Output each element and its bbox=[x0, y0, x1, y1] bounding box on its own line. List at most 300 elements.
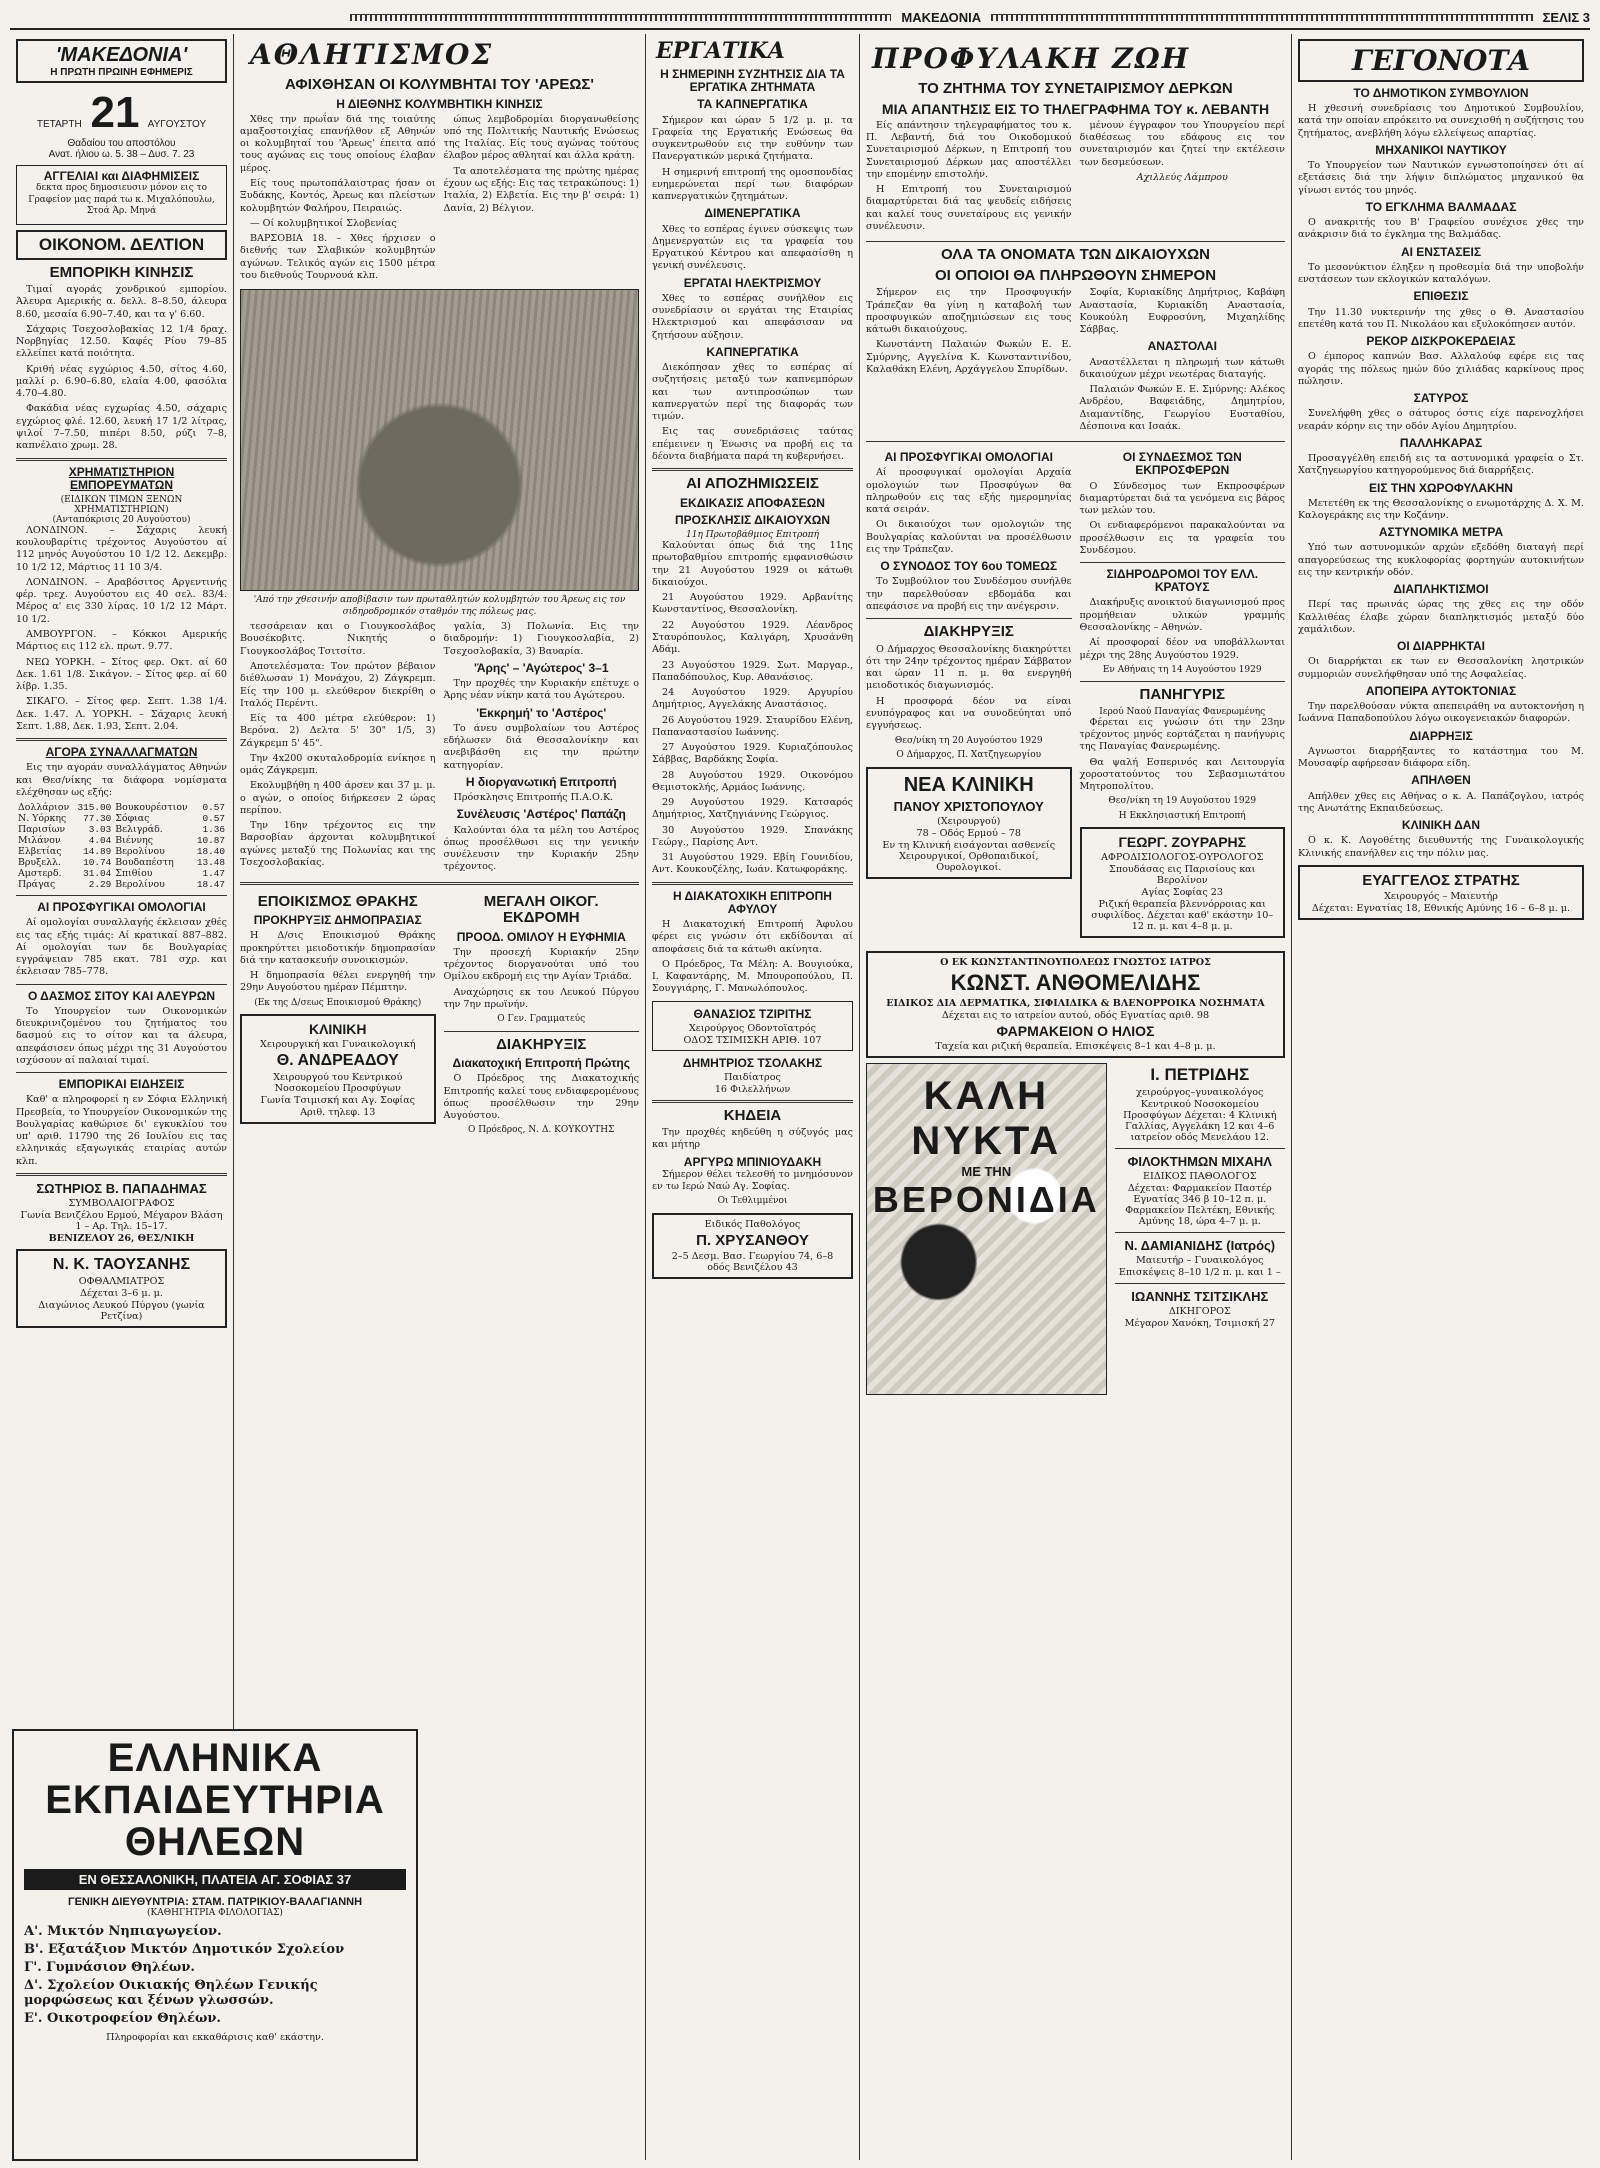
rate-value: 4.04 bbox=[88, 835, 112, 847]
news-item-heading: ΑΠΟΠΕΙΡΑ ΑΥΤΟΚΤΟΝΙΑΣ bbox=[1365, 683, 1517, 698]
table-row bbox=[16, 857, 227, 868]
rate-label: Βελιγράδ. bbox=[115, 824, 163, 836]
market-intro: Εις την αγοράν συναλλάγματος Αθηνών και Θεσ/νίκης τα διάφορα νομίσματα ελέχθησαν ως εξής: bbox=[16, 762, 227, 798]
survivors-paragraph: Οι ενδιαφερόμενοι παρακαλούνται να προσέλθωσιν εις τα γραφεία του Συνδέσμου. bbox=[1079, 520, 1285, 556]
news-item-heading: ΕΙΣ ΤΗΝ ΧΩΡΟΦΥΛΑΚΗΝ bbox=[1369, 480, 1513, 495]
news-item-text: Την παρελθούσαν νύκτα απεπειράθη να αυτοκτονήση η Ιωάννα Παπαδοπούλου λόγω οικογενειακών διαφορών. bbox=[1298, 701, 1584, 725]
ad-taousanis-addr: Διαγώνιος Λευκού Πύργου (γωνία Ρετζίνα) bbox=[38, 1299, 205, 1322]
ad-tsitsiklis-addr: Μέγαρον Χανόκη, Τσιμισκή 27 bbox=[1124, 1318, 1275, 1330]
names-subsection: ΑΝΑΣΤΟΛΑΙ bbox=[1147, 339, 1217, 354]
ad-stratis bbox=[1298, 865, 1584, 920]
ad-school-title: ΕΛΛΗΝΙΚΑ ΕΚΠΑΙΔΕΥΤΗΡΙΑ ΘΗΛΕΩΝ bbox=[45, 1736, 385, 1864]
day-number: 21 bbox=[90, 88, 140, 137]
ad-machina bbox=[1115, 1154, 1285, 1227]
ad-tsolakis bbox=[652, 1056, 853, 1095]
funeral-paragraph: Την προχθές κηδεύθη η σύζυγός μας και μήτηρ bbox=[652, 1127, 853, 1151]
masthead bbox=[16, 39, 227, 83]
ad-kalinikta-brand: ΒΕΡΟΝΙΔΙΑ bbox=[872, 1179, 1100, 1221]
ad-klinik-addr: 78 – Οδός Ερμού – 78 bbox=[916, 827, 1022, 839]
economic-paragraph: Τιμαί αγοράς χονδρικού εμπορίου. Άλευρα Αμερικής α. δελλ. 8–8.50, άλευρα 8.60, μεσαία 6.90–7.40, και τα γ' 6.60. bbox=[16, 284, 227, 320]
rate-value: 13.48 bbox=[196, 857, 225, 869]
coop-headline: ΤΟ ΖΗΤΗΜΑ ΤΟΥ ΣΥΝΕΤΑΙΡΙΣΜΟΥ ΔΕΡΚΩΝ bbox=[918, 80, 1233, 97]
compensation-subhead2: ΠΡΟΣΚΛΗΣΙΣ ΔΙΚΑΙΟΥΧΩΝ bbox=[674, 512, 831, 527]
economic-paragraph: Σάχαρις Τσεχοσλοβακίας 12 1/4 δραχ. Νορβηγίας 12.50. Καφές Ρίου 79–85 ελλείπει κατά ποιότητα. bbox=[16, 323, 227, 360]
labor-paragraph: Χθες το εσπέρας έγινεν σύσκεψις των Δημενεργατών εις τα γραφεία του Εργατικού Κέντρου και απεφασίσθη η γενική συνέλευσις. bbox=[652, 223, 853, 272]
declaration2-subhead: Διακατοχική Επιτροπή Πρώτης bbox=[452, 1056, 630, 1071]
compensation-committee: 11η Πρωτοβάθμιος Επιτροπή bbox=[686, 530, 819, 541]
ad-anthomelidis-top: Ο ΕΚ ΚΩΝΣΤΑΝΤΙΝΟΥΠΟΛΕΩΣ ΓΝΩΣΤΟΣ ΙΑΤΡΟΣ bbox=[940, 957, 1211, 969]
rate-value: 18.40 bbox=[196, 846, 225, 858]
exchange-paragraph: ΑΜΒΟΥΡΓΟΝ. – Κόκκοι Αμερικής Μάρτιος εις 112 ελ. πρωτ. 9.77. bbox=[16, 629, 227, 653]
labor-subhead: ΚΑΠΝΕΡΓΑΤΙΚΑ bbox=[706, 344, 799, 359]
news-item-text: Απήλθεν χθες εις Αθήνας ο κ. Α. Παπάζογλου, ιατρός της Ανωτάτης Εκπαιδεύσεως. bbox=[1298, 790, 1584, 814]
news-item-text: Περί τας πρωινάς ώρας της χθες εις την οδόν Καλλιθέας έλαβε χώραν διαπληκτισμός μεταξύ δύο χαμάλιδων. bbox=[1298, 599, 1584, 635]
rate-label: Βουκουρέστιον bbox=[115, 802, 188, 814]
swimming-paragraph: Χθες την πρωΐαν διά της τοιαύτης αμαξοστοιχίας επανήλθον εξ Αθηνών οι κολυμβηταί του 'Άρεως' έπειτα από τους αγώνας εις τους οποίους έλαβαν μέρος. bbox=[240, 113, 436, 174]
coop-paragraph: μένουν έγγραφον του Υπουργείου περί διαθέσεως του εδάφους εις τον συνεταιρισμόν και ζητεί την εκτέλεσιν των δεσμεύσεων. bbox=[1079, 119, 1285, 168]
ad-chrysanthou bbox=[652, 1213, 853, 1279]
labor-paragraph: Σήμερον και ώραν 5 1/2 μ. μ. τα Γραφεία της Εργατικής Ενώσεως θα συγκεντρωθούν εις την ευθύνην των Πανεργατικών μερικά ζητήματα. bbox=[652, 114, 853, 163]
coop-subhead: ΜΙΑ ΑΠΑΝΤΗΣΙΣ ΕΙΣ ΤΟ ΤΗΛΕΓΡΑΦΗΜΑ ΤΟΥ κ. ΛΕΒΑΝΤΗ bbox=[881, 100, 1270, 117]
ad-klinik-role: (Χειρουργού) bbox=[937, 815, 1001, 827]
excursion-paragraph: Αναχώρησις εκ του Λευκού Πύργου την 7ην πρωϊνήν. bbox=[443, 986, 639, 1010]
news-banner: ΓΕΓΟΝΟΤΑ bbox=[1351, 44, 1531, 77]
exchange-title: ΧΡΗΜΑΤΙΣΤΗΡΙΟΝ ΕΜΠΟΡΕΥΜΑΤΩΝ bbox=[68, 464, 175, 492]
economic-paragraph: Κριθή νέας εγχώριος 4.50, σίτος 4.60, μαλλί ρ. 6.90–6.80, ελαία 4.00, φασόλια 4.70–4.80. bbox=[16, 363, 227, 400]
news-item-text: Το μεσονύκτιον έληξεν η προθεσμία διά την υποβολήν ενστάσεων των εκλογικών καταλόγων. bbox=[1298, 261, 1584, 286]
rate-value: 10.74 bbox=[83, 857, 112, 869]
ad-chrysanthou-role: Ειδικός Παθολόγος bbox=[704, 1218, 801, 1230]
ad-zourari-role: ΑΦΡΟΔΙΣΙΟΛΟΓΟΣ-ΟΥΡΟΛΟΓΟΣ bbox=[1101, 852, 1264, 864]
ad-stratis-text: Δέχεται: Εγνατίας 18, Εθνικής Αμύνης 16 – 6–8 μ. μ. bbox=[1311, 902, 1571, 914]
ad-tsolakis-name: ΔΗΜΗΤΡΙΟΣ ΤΣΟΛΑΚΗΣ bbox=[682, 1055, 823, 1070]
exchange-paragraph: ΣΙΚΑΓΟ. – Σίτος φερ. Σεπτ. 1.38 1/4. Δεκ. 1.47. Λ. ΥΟΡΚΗ. – Σάχαρις λευκή Σεπτ. 1.88, Δεκ. 1.93, Σεπτ. 2.04. bbox=[16, 696, 227, 732]
swimming-paragraph: Είς τα 400 μέτρα ελεύθερον: 1) Βερόνα. 2) Δελτα 5' 30" 1/5, 3) Ζάγκρεμπ 5' 45". bbox=[240, 713, 436, 749]
bonds-subhead: Ο ΣΥΝΟΔΟΣ ΤΟΥ 6ου ΤΟΜΕΩΣ bbox=[880, 559, 1058, 574]
economic-subtitle: ΕΜΠΟΡΙΚΗ ΚΙΝΗΣΙΣ bbox=[49, 263, 194, 281]
ad-damianidis bbox=[1115, 1238, 1285, 1278]
table-row bbox=[16, 846, 227, 857]
ad-school-item: Ε'. Οικοτροφείον Θηλέων. bbox=[24, 2011, 221, 2026]
ad-school-items bbox=[24, 1924, 406, 2026]
ads-notice-text: δεκτα προς δημοσιευσιν μόνον εις το Γραφείον μας παρά τω κ. Μιχαλόπουλω, Στοά Άρ. Μηνά bbox=[28, 183, 215, 217]
names-paragraph: Σοφία, Κυριακίδης Δημήτριος, Καβάφη Αναστασία, Κυριακίδη Αναστασία, Κουκούλη Ευφροσύνη, Μιχαηλίδης Σάββας. bbox=[1079, 287, 1285, 336]
labor-paragraph: Η σημερινή επιτροπή της ομοσπονδίας ενημερώνεται περί των διαφόρων καπνεργατικών ζητημάτων. bbox=[652, 166, 853, 203]
ad-zourari-sub: Σπουδάσας εις Παρισίους και Βερολίνον bbox=[1109, 864, 1256, 887]
football-paragraph: Πρόσκλησις Επιτροπής Π.Α.Ο.Κ. bbox=[453, 792, 614, 804]
feast-sign: Θεσ/νίκη τη 19 Αυγούστου 1929 bbox=[1108, 796, 1257, 807]
railways-sign: Εν Αθήναις τη 14 Αυγούστου 1929 bbox=[1102, 664, 1262, 675]
ads-notice bbox=[16, 165, 227, 225]
coop-sign: Αχιλλεύς Λάμπρου bbox=[1136, 171, 1228, 183]
imports-text: Καθ' α πληροφορεί η εν Σόφια Ελληνική Πρεσβεία, το Υπουργείον Οικονομικών της Βουλγαρίας καθώρισε δι' εγκυκλίου του υπ' αριθ. 11790 της 26 Ιουλίου εις τας ελληνικάς εξαγωγικάς εταιρίας αυτών κλπ. bbox=[16, 1094, 227, 1167]
swimming-paragraph: Την 4x200 σκυταλοδρομία ενίκησε η ομάς Ζάγκρεμπ. bbox=[240, 752, 436, 777]
funeral-paragraph: Σήμερον θέλει τελεσθή το μνημόσυνον εν τω Ιερώ Ναώ Αγ. Σοφίας. bbox=[652, 1168, 853, 1193]
football-subhead: 'Εκκρημή' το 'Αστέρος' bbox=[476, 705, 607, 720]
ad-stratis-role: Χειρουργός – Μαιευτήρ bbox=[1384, 890, 1498, 902]
ad-andreadou-title: ΚΛΙΝΙΚΗ bbox=[308, 1021, 367, 1038]
funeral-headline: ΚΗΔΕΙΑ bbox=[723, 1106, 782, 1124]
football-subhead: Η διοργανωτική Επιτροπή bbox=[465, 774, 617, 789]
table-row bbox=[16, 813, 227, 824]
funeral-sign: Οι Τεθλιμμένοι bbox=[717, 1196, 788, 1207]
excursion-sign: Ο Γεν. Γραμματεύς bbox=[497, 1014, 586, 1025]
names-paragraph: Σήμερον εις την Προσφυγικήν Τράπεζαν θα γίνη η καταβολή των προσφυγικών αποζημιώσεων εις τους κάτωθι δικαιούχους. bbox=[866, 287, 1072, 336]
rate-label: Βιέννης bbox=[115, 835, 153, 847]
compensation-paragraph: 24 Αυγούστου 1929. Αργυρίου Δημήτριος, Αγγελάκης Αναστάσιος. bbox=[652, 687, 853, 711]
football-paragraph: γαλία, 3) Πολωνία. Εις την διαδρομήν: 1) Γιουγκοσλαβία, 2) Τσεχοσλοβακία, 3) Βαυαρία. bbox=[443, 621, 639, 657]
ad-zourari bbox=[1080, 827, 1286, 938]
news-item-heading: ΜΗΧΑΝΙΚΟΙ ΝΑΥΤΙΚΟΥ bbox=[1375, 142, 1507, 157]
news-item-heading: ΠΑΛΛΗΚΑΡΑΣ bbox=[1399, 435, 1483, 450]
swimming-paragraph: Την 16ην τρέχοντος εις την Βαρσοβίαν άρχονται κολυμβητικοί αγώνες μεταξύ της Πολωνίας και της Τσεχοσλοβακίας. bbox=[240, 820, 436, 868]
ad-andreadou bbox=[240, 1014, 436, 1124]
declaration-paragraph: Η προσφορά δέον να είναι ενυπόγραφος και να συνοδεύηται υπό εγγυήσεως. bbox=[866, 695, 1072, 732]
exchange-paragraph: ΛΟΝΔΙΝΟΝ. – Αραβόσιτος Αργεντινής φέρ. τρεχ. Αυγούστου εις 40 σελ. 83/4. Μέρος α' εις 330 λίρας. 10 1/2 12 Μάρτ. 10 1/2. bbox=[16, 576, 227, 625]
compensation-paragraph: 22 Αυγούστου 1929. Λέανδρος Σταυρόπουλος, Καλιγάρη, Χρυσάνθη Αδάμ. bbox=[652, 619, 853, 656]
ad-machina-role: ΕΙΔΙΚΟΣ ΠΑΘΟΛΟΓΟΣ bbox=[1143, 1171, 1257, 1183]
compensation-paragraph: 31 Αυγούστου 1929. Εβίη Γουνιδίου, Αντ. Κουκουζέλης, Ιωάν. Κατωφοράκης. bbox=[652, 852, 853, 876]
names-paragraph: Αναστέλλεται η πληρωμή των κάτωθι δικαιούχων μέχρι νεωτέρας διαταγής. bbox=[1079, 356, 1285, 380]
ads-notice-title: ΑΓΓΕΛΙΑΙ και ΔΙΑΦΗΜΙΣΕΙΣ bbox=[43, 169, 200, 183]
railways-paragraph: Αί προσφοραί δέον να υποβάλλωνται μέχρι της 28ης Αυγούστου 1929. bbox=[1079, 637, 1285, 661]
ad-school-item: Α'. Μικτόν Νηπιαγωγείον. bbox=[24, 1924, 222, 1939]
photo-caption: 'Από την χθεσινήν αποβίβασιν των πρωταθλητών κολυμβητών του Άρεως εις τον σιδηροδρομικόν σταθμόν της πόλεως μας. bbox=[253, 595, 626, 617]
ad-kalinikta-mid: ΜΕ ΤΗΝ bbox=[961, 1164, 1012, 1180]
swimming-paragraph: Τα αποτελέσματα της πρώτης ημέρας έχουν ως εξής: Εις τας τετρακώπους: 1) Ιταλία, 2) Ελβετία. Εις την β' σειρά: 1) Δανία, 2) Βέλγιον. bbox=[443, 165, 640, 214]
compensation-paragraph: 27 Αυγούστου 1929. Κυριαζόπουλος Σάββας, Βαρδάκης Σοφία. bbox=[652, 742, 853, 766]
excursion-subhead: ΠΡΟΟΔ. ΟΜΙΛΟΥ Η ΕΥΦΗΜΙΑ bbox=[456, 929, 626, 944]
swimmers-photo bbox=[240, 289, 639, 591]
market-title: ΑΓΟΡΑ ΣΥΝΑΛΛΑΓΜΑΤΩΝ bbox=[45, 745, 198, 760]
feast-paragraph: Θα ψαλή Εσπερινός και Λειτουργία χοροστατούντος του Σεβασμιωτάτου Μητροπολίτου. bbox=[1079, 756, 1285, 793]
rate-label: Δολλάριον bbox=[18, 802, 70, 814]
obligations-text: Αί ομολογίαι συναλλαγής έκλεισαν χθές εις τας εξής τιμάς: Αί κρατικαί 887–882. Αί ομολογίαι των δε Βουλγαρίας εγγράψειαν 785 εκατ. 781 σχρ. και έκλεισαν 785–778. bbox=[16, 917, 227, 978]
compensation-headline: ΑΙ ΑΠΟΖΗΜΙΩΣΕΙΣ bbox=[686, 475, 819, 493]
rate-label: Σπιθίου bbox=[115, 868, 153, 880]
rate-label: Αμστερδ. bbox=[18, 868, 62, 880]
rate-value: 1.47 bbox=[202, 868, 225, 880]
news-item-text: Ο κ. Κ. Λογοθέτης διευθυντής της Γυναικολογικής Κλινικής επανήλθεν εις την πόλιν μας. bbox=[1298, 835, 1584, 859]
news-item-text: Ο ανακριτής του Β' Γραφείου συνέχισε χθες την ανάκρισιν διά το έγκλημα της Βαλμάδας. bbox=[1298, 217, 1584, 241]
weekday: ΤΕΤΑΡΤΗ bbox=[36, 119, 82, 130]
football-paragraph: Την προχθές την Κυριακήν επέτυχε ο Άρης νέαν νίκην κατά του Αγώτερου. bbox=[443, 678, 639, 702]
ad-andreadou-addr: Γωνία Τσιμισκή και Αγ. Σοφίας bbox=[260, 1095, 416, 1107]
thrace-paragraph: Η δημοπρασία θέλει ενεργηθή την 29ην Αυγούστου ημέραν Πέμπτην. bbox=[240, 970, 436, 994]
swimming-headline: ΑΦΙΧΘΗΣΑΝ ΟΙ ΚΟΛΥΜΒΗΤΑΙ ΤΟΥ 'ΑΡΕΩΣ' bbox=[284, 76, 594, 93]
ad-school-location: ΕΝ ΘΕΣΣΑΛΟΝΙΚΗ, ΠΛΑΤΕΙΑ ΑΓ. ΣΟΦΙΑΣ 37 bbox=[24, 1869, 406, 1890]
rate-value: 3.03 bbox=[88, 824, 112, 836]
labor-paragraph: Διεκόπησαν χθες το εσπέρας αί συζητήσεις μεταξύ των καπνεμπόρων και των αντιπροσώπων των καπνεργατών περί της διαφοράς των τιμών. bbox=[652, 362, 853, 423]
ad-taousanis-name: Ν. Κ. ΤΑΟΥΣΑΝΗΣ bbox=[52, 1255, 191, 1273]
news-banner-box bbox=[1298, 39, 1584, 82]
rate-label: Ελβετίας bbox=[18, 846, 62, 858]
names-headline: ΟΛΑ ΤΑ ΟΝΟΜΑΤΑ ΤΩΝ ΔΙΚΑΙΟΥΧΩΝ bbox=[941, 246, 1210, 264]
ad-school-item: Β'. Εξατάξιον Μικτόν Δημοτικόν Σχολείον bbox=[24, 1942, 345, 1957]
compensation-paragraph: 29 Αυγούστου 1929. Κατσαρός Δημήτριος, Χατζηγιάννης Γεώργιος. bbox=[652, 797, 853, 821]
ad-tsolakis-addr: 16 Φιλελλήνων bbox=[714, 1083, 791, 1095]
table-row bbox=[16, 868, 227, 879]
ad-anthomelidis bbox=[866, 951, 1285, 1058]
funeral-name: ΑΡΓΥΡΩ ΜΠΙΝΙΟΥΔΑΚΗ bbox=[683, 1154, 822, 1169]
declaration-paragraph: Ο Δήμαρχος Θεσσαλονίκης διακηρύττει ότι την 24ην τρέχοντος ημέραν Σάββατον και ώραν 11 π. μ. θα ενεργηθή μειοδοτικός διαγωνισμός. bbox=[866, 643, 1072, 692]
ad-papadimas-name: ΣΩΤΗΡΙΟΣ Β. ΠΑΠΑΔΗΜΑΣ bbox=[36, 1180, 207, 1196]
names-subhead: ΟΙ ΟΠΟΙΟΙ ΘΑ ΠΛΗΡΩΘΟΥΝ ΣΗΜΕΡΟΝ bbox=[934, 266, 1217, 284]
exchange-subtitle: (ΕΙΔΙΚΩΝ ΤΙΜΩΝ ΞΕΝΩΝ ΧΡΗΜΑΤΙΣΤΗΡΙΩΝ) bbox=[60, 494, 183, 515]
news-item-heading: ΑΣΤΥΝΟΜΙΚΑ ΜΕΤΡΑ bbox=[1378, 525, 1504, 540]
news-item-heading: ΑΙ ΕΝΣΤΑΣΕΙΣ bbox=[1400, 244, 1482, 259]
swimming-paragraph: Εκολυμβήθη η 400 άρσεν και 37 μ. μ. ο αγών, ο οποίος διήρκεσεν 2 ώρας περίπου. bbox=[240, 780, 436, 816]
ad-petridis-role: χειρούργος–γυναικολόγος bbox=[1136, 1087, 1264, 1099]
ad-taousanis-hours: Δέχεται 3–6 μ. μ. bbox=[80, 1287, 163, 1299]
compensation-paragraph: 26 Αυγούστου 1929. Σταυρίδου Ελένη, Παπαναστασίου Ιωάννης. bbox=[652, 714, 853, 738]
labor-paragraph: Εις τας συνεδριάσεις ταύτας επέμεινεν η Ένωσις να προβή εις τα δέοντα διαβήματα παρά τη κυβερνήσει. bbox=[652, 426, 853, 462]
declaration-sign: Θεσ/νίκη τη 20 Αυγούστου 1929 bbox=[894, 735, 1043, 746]
bonds-paragraph: Το Συμβούλιον του Συνδέσμου συνήλθε την παρελθούσαν εβδομάδα και απεφάσισε να προβή εις την ανέγερσιν. bbox=[866, 576, 1072, 612]
football-subhead: 'Άρης' – 'Αγώτερος' 3–1 bbox=[473, 660, 609, 675]
news-item-heading: ΡΕΚΟΡ ΔΙΣΚΡΟΚΕΡΔΕΙΑΣ bbox=[1366, 334, 1516, 349]
masthead-subtitle: Η ΠΡΩΤΗ ΠΡΩΙΝΗ ΕΦΗΜΕΡΙΣ bbox=[50, 67, 193, 78]
rate-label: Μιλάνον bbox=[18, 835, 61, 847]
compensation-subhead: ΕΚΔΙΚΑΣΙΣ ΑΠΟΦΑΣΕΩΝ bbox=[680, 495, 825, 510]
ad-tziritis-role: Χειρούργος Οδοντοϊατρός bbox=[688, 1022, 817, 1034]
thrace-subhead: ΠΡΟΚΗΡΥΞΙΣ ΔΗΜΟΠΡΑΣΙΑΣ bbox=[253, 913, 422, 928]
ad-tziritis-addr: ΟΔΟΣ ΤΣΙΜΙΣΚΗ ΑΡΙΘ. 107 bbox=[683, 1034, 822, 1046]
swimming-paragraph: ΒΑΡΣΟΒΙΑ 18. – Χθες ήρχισεν ο διεθνής των Σλαβικών κολυμβητών αγώνων. Τελικός αγών εις 1500 μέτρα του διεθνούς Τουρνουά κλπ. bbox=[240, 233, 436, 281]
page-number: ΣΕΛΙΣ 3 bbox=[1542, 9, 1590, 25]
rate-value: 31.04 bbox=[83, 868, 112, 880]
bonds-paragraph: Οι δικαιούχοι των ομολογιών της Βουλγαρίας καλούνται να προσέλθωσιν εις την Τράπεζαν. bbox=[866, 519, 1072, 555]
football-paragraph: Το άνευ συμβολαίων του Αστέρος εδήλωσεν διά Θεσσαλονίκην και ανεβιβάσθη εις την πρώτην κατηγορίαν. bbox=[443, 722, 639, 771]
rate-value: 0.57 bbox=[202, 802, 225, 814]
labor-subhead: ΔΙΜΕΝΕΡΓΑΤΙΚΑ bbox=[704, 206, 801, 221]
imports-title: ΕΜΠΟΡΙΚΑΙ ΕΙΔΗΣΕΙΣ bbox=[58, 1077, 185, 1092]
declaration-sign2: Ο Δήμαρχος, Π. Χατζηγεωργίου bbox=[896, 750, 1042, 761]
feast-paragraph: Φέρεται εις γνώσιν ότι την 23ην τρέχοντος μηνός εορτάζεται η πανήγυρις της Παναγίας Φανερωμένης. bbox=[1079, 716, 1285, 753]
running-header bbox=[10, 6, 1590, 30]
rate-label: Βερολίνου bbox=[115, 846, 165, 858]
exchange-paragraph: ΝΕΩ ΥΟΡΚΗ. – Σίτος φερ. Οκτ. αί 60 Δεκ. 1.61 1/8. Σικάγον. – Σίτος φερ. αί 60 λίβρ. 1.35. bbox=[16, 656, 227, 693]
ad-papadimas-role: ΣΥΜΒΟΛΑΙΟΓΡΑΦΟΣ bbox=[68, 1197, 175, 1209]
ad-school-item: Γ'. Γυμνάσιον Θηλέων. bbox=[24, 1960, 195, 1975]
news-items bbox=[1298, 87, 1584, 860]
rate-value: 1.36 bbox=[202, 824, 225, 836]
labor-banner: ΕΡΓΑΤΙΚΑ bbox=[656, 38, 785, 64]
afylos-paragraph: Η Διακατοχική Επιτροπή Άφυλου φέρει εις γνώσιν ότι εκδίδονται αί αποφάσεις διά τα κάτωθι ακίνητα. bbox=[652, 919, 853, 955]
football-paragraph: Καλούνται όλα τα μέλη του Αστέρος όπως προσέλθωσι εις την γενικήν συνέλευσιν την Κυριακήν 25ην τρέχοντος. bbox=[443, 824, 639, 873]
ad-kalinikta-title: ΚΑΛΗ ΝΥΚΤΑ bbox=[911, 1074, 1062, 1164]
wheat-text: Το Υπουργείον των Οικονομικών διευκρινιζομένου του ζητήματος του δασμού εις το σίτον και τα άλευρα, απεφάσισεν όπως μέχρι της 31 Αυγούστου ισχύσουν αί παλαιαί τιμαί. bbox=[16, 1005, 227, 1066]
rate-label: Πράγας bbox=[18, 879, 56, 891]
ad-school-footer: Πληροφορίαι και εκκαθάρισις καθ' εκάστην. bbox=[106, 2032, 324, 2043]
labor-paragraph: Χθες το εσπέρας συνήλθον εις συνεδρίασιν οι εργάται της Εταιρίας Ηλεκτρισμού και απεφάσισαν να ζητήσουν αύξησιν. bbox=[652, 292, 853, 341]
news-item-heading: ΔΙΑΡΡΗΞΙΣ bbox=[1409, 728, 1473, 743]
news-item-heading: ΤΟ ΔΗΜΟΤΙΚΟΝ ΣΥΜΒΟΥΛΙΟΝ bbox=[1353, 86, 1529, 100]
ad-petridis-text: Κεντρικού Νοσοκομείου Προσφύγων Δέχεται: 4 Κλινική Γαλλίας, Αγγελάκη 12 και 4–6 ιατρείον οδός Μενελάου 12. bbox=[1123, 1099, 1277, 1144]
column-4 bbox=[860, 34, 1292, 2160]
ad-tsolakis-role: Παιδίατρος bbox=[724, 1071, 781, 1083]
news-item-heading: ΚΛΙΝΙΚΗ ΔΑΝ bbox=[1401, 818, 1481, 833]
date-block bbox=[16, 88, 227, 160]
rate-value: 315.00 bbox=[77, 802, 112, 814]
news-item-text: Συνελήφθη χθες ο σάτυρος όστις είχε παρενοχλήσει νεαράν κόρην εις την οδόν Αγίου Δημητρίου. bbox=[1298, 408, 1584, 432]
ad-klinik-doctor: ΠΑΝΟΥ ΧΡΙΣΤΟΠΟΥΛΟΥ bbox=[893, 798, 1044, 814]
news-item-text: Οι διαρρήκται εκ των εν Θεσσαλονίκη ληστρικών συμμοριών συνελήφθησαν υπό της Ασφαλείας. bbox=[1298, 656, 1584, 680]
news-item-heading: ΔΙΑΠΛΗΚΤΙΣΜΟΙ bbox=[1393, 582, 1489, 597]
compensation-paragraph: 30 Αυγούστου 1929. Σπανάκης Γεώργ., Παρίσης Αντ. bbox=[652, 824, 853, 848]
ad-tsitsiklis-role: ΔΙΚΗΓΟΡΟΣ bbox=[1168, 1306, 1231, 1318]
running-header-title: ΜΑΚΕΔΟΝΙΑ bbox=[901, 9, 982, 25]
rate-label: Βουδαπέστη bbox=[115, 857, 174, 869]
survivors-paragraph: Ο Σύνδεσμος των Εκπροσφέρων διαμαρτύρεται διά τα γενόμενα εις βάρος των μελών του. bbox=[1079, 480, 1285, 517]
news-item-heading: ΟΙ ΔΙΑΡΡΗΚΤΑΙ bbox=[1397, 639, 1485, 654]
news-item-text: Την 11.30 νυκτερινήν της χθες ο Θ. Αναστασίου επετέθη κατά του Π. Νικολάου και εξυλοκόπησεν αυτόν. bbox=[1298, 306, 1584, 330]
railways-paragraph: Διακήρυξις ανοικτού διαγωνισμού προς προμήθειαν υλικών γραμμής Θεσσαλονίκης – Αθηνών. bbox=[1079, 597, 1285, 633]
afylos-headline: Η ΔΙΑΚΑΤΟΧΙΚΗ ΕΠΙΤΡΟΠΗ ΑΦΥΛΟΥ bbox=[673, 888, 832, 916]
news-item-text: Προσαγγέλθη επειδή εις τα αστυνομικά γραφεία ο Στ. Χατζηγεωργίου κατηγορούμενος διά διαρρήξεις. bbox=[1298, 453, 1584, 477]
news-item-heading: ΣΑΤΥΡΟΣ bbox=[1413, 391, 1469, 406]
bonds-paragraph: Αί προσφυγικαί ομολογίαι Αρχαία ομολογιών των Προσφύγων θα πληρωθούν εις τας εξής ημερομηνίας κατά σειράν. bbox=[866, 467, 1072, 516]
ad-taousanis-role: ΟΦΘΑΛΜΙΑΤΡΟΣ bbox=[78, 1275, 165, 1287]
labor-subhead: ΤΑ ΚΑΠΝΕΡΓΑΤΙΚΑ bbox=[697, 97, 808, 112]
ad-anthomelidis-role: ΕΙΔΙΚΟΣ ΔΙΑ ΔΕΡΜΑΤΙΚΑ, ΣΙΦΙΛΙΔΙΚΑ & ΒΛΕΝΟΡΡΟΙΚΑ ΝΟΣΗΜΑΤΑ bbox=[886, 998, 1265, 1010]
thrace-headline: ΕΠΟΙΚΙΣΜΟΣ ΘΡΑΚΗΣ bbox=[257, 892, 418, 910]
rate-label: Παρισίων bbox=[18, 824, 66, 836]
economic-paragraph: Φακάδια νέας εγχωρίας 4.50, σάχαρις εγχώριος φλέ. 12.60, λευκή 17 1/2 λίτρας, ψιλοί 7–7.50, πιπέρι 8.50, ρύζι 7–8, καπνέλαιο χρωμ. 28. bbox=[16, 403, 227, 452]
economic-bulletin-box bbox=[16, 230, 227, 260]
ad-andreadou-tel: Αριθ. τηλεφ. 13 bbox=[300, 1107, 376, 1119]
labor-subhead: ΕΡΓΑΤΑΙ ΗΛΕΚΤΡΙΣΜΟΥ bbox=[683, 275, 822, 290]
ad-klinik-name: ΝΕΑ ΚΛΙΝΙΚΗ bbox=[903, 773, 1034, 796]
compensation-paragraph: 23 Αυγούστου 1929. Σωτ. Μαργαρ., Παπαδόπουλος, Κυρ. Αθανάσιος. bbox=[652, 659, 853, 683]
compensation-paragraph: 28 Αυγούστου 1929. Οικονόμου Θεμιστοκλής, Αρμάος Ιωάννης. bbox=[652, 769, 853, 793]
news-item-text: Υπό των αστυνομικών αρχών εξεδόθη διαταγή περί απαγορεύσεως της κυκλοφορίας φορτηγών αυτοκινήτων εις την κεντρικήν οδόν. bbox=[1298, 542, 1584, 578]
survivors-headline: ΟΙ ΣΥΝΔΕΣΜΟΣ ΤΩΝ ΕΚΠΡΟΣΦΕΡΩΝ bbox=[1122, 450, 1242, 478]
feast-sign2: Η Εκκλησιαστική Επιτροπή bbox=[1118, 810, 1246, 821]
exchange-rate-table bbox=[16, 802, 227, 890]
month: ΑΥΓΟΥΣΤΟΥ bbox=[147, 119, 207, 130]
ad-tziritis bbox=[652, 1001, 853, 1051]
ad-andreadou-role: Χειρουργού του Κεντρικού Νοσοκομείου Προσφύγων bbox=[273, 1072, 403, 1095]
excursion-headline: ΜΕΓΑΛΗ ΟΙΚΟΓ. ΕΚΔΡΟΜΗ bbox=[483, 892, 599, 927]
news-item-heading: ΤΟ ΕΓΚΛΗΜΑ ΒΑΛΜΑΔΑΣ bbox=[1365, 199, 1517, 214]
ad-andreadou-sub: Χειρουργική και Γυναικολογική bbox=[260, 1039, 416, 1051]
ad-zourari-addr: Αγίας Σοφίας 23 bbox=[1141, 887, 1223, 899]
football-subhead: Συνέλευσις 'Αστέρος' Παπάζη bbox=[456, 807, 626, 822]
ad-tsitsiklis-name: ΙΩΑΝΝΗΣ ΤΣΙΤΣΙΚΛΗΣ bbox=[1131, 1289, 1269, 1305]
ad-chrysanthou-text: 2–5 Δεσμ. Βασ. Γεωργίου 74, 6–8 οδός Βενιζέλου 43 bbox=[671, 1250, 834, 1273]
bonds-headline: ΑΙ ΠΡΟΣΦΥΓΙΚΑΙ ΟΜΟΛΟΓΙΑΙ bbox=[884, 450, 1053, 465]
ad-anthomelidis-pharmacy: ΦΑΡΜΑΚΕΙΟΝ Ο ΗΛΙΟΣ bbox=[996, 1023, 1155, 1040]
ad-machina-text: Δέχεται: Φαρμακείον Παστέρ Εγνατίας 346 β 10–12 π. μ. Φαρμακείον Πελτέκη, Εθνικής Αμύνης 18, ώρα 4–7 μ. μ. bbox=[1125, 1183, 1275, 1228]
ad-petridis-name: Ι. ΠΕΤΡΙΔΗΣ bbox=[1150, 1065, 1250, 1085]
thrace-sign: (Εκ της Δ/σεως Εποικισμού Θράκης) bbox=[254, 997, 422, 1008]
ad-andreadou-name: Θ. ΑΝΔΡΕΑΔΟΥ bbox=[276, 1052, 399, 1070]
swimming-paragraph: — Οί κολυμβητικοί Σλοβενίας bbox=[250, 217, 397, 229]
thrace-paragraph: Η Δ/σις Εποικισμού Θράκης προκηρύττει μειοδοτικήν δημοπρασίαν διά την κατασκευήν συνοικισμών. bbox=[240, 930, 436, 966]
column-5 bbox=[1292, 34, 1590, 2160]
ad-kalinikta bbox=[866, 1063, 1107, 1395]
excursion-paragraph: Την προσεχή Κυριακήν 25ην τρέχοντος διοργανούται υπό του Ομίλου εκδρομή εις την Αγίαν Τριάδα. bbox=[443, 946, 639, 983]
ad-anthomelidis-name: ΚΩΝΣΤ. ΑΝΘΟΜΕΛΙΔΗΣ bbox=[950, 970, 1201, 996]
ad-school bbox=[12, 1729, 418, 2161]
ad-damianidis-name: Ν. ΔΑΜΙΑΝΙΔΗΣ (Ιατρός) bbox=[1124, 1238, 1276, 1254]
rate-value: 77.30 bbox=[83, 813, 112, 825]
ad-new-clinic bbox=[866, 767, 1072, 879]
ad-papadimas bbox=[16, 1181, 227, 1244]
railways-headline: ΣΙΔΗΡΟΔΡΟΜΟΙ ΤΟΥ ΕΛΛ. ΚΡΑΤΟΥΣ bbox=[1106, 567, 1259, 595]
table-row bbox=[16, 879, 227, 890]
table-row bbox=[16, 835, 227, 846]
column-3 bbox=[646, 34, 860, 2160]
ad-taousanis bbox=[16, 1249, 227, 1328]
rate-value: 2.29 bbox=[88, 879, 112, 891]
rate-value: 10.87 bbox=[196, 835, 225, 847]
rate-label: Σόφιας bbox=[115, 813, 150, 825]
swimming-paragraph: τεσσάρειαν και ο Γιουγκοσλάβος Βουσέκοβιτς. Νικητής ο Γιουγκοσλάβος Τσιτσίτσ. bbox=[240, 621, 436, 657]
obligations-title: ΑΙ ΠΡΟΣΦΥΓΙΚΑΙ ΟΜΟΛΟΓΙΑΙ bbox=[37, 900, 206, 915]
declaration-headline: ΔΙΑΚΗΡΥΞΙΣ bbox=[923, 623, 1014, 641]
labor-headline: Η ΣΗΜΕΡΙΝΗ ΣΥΖΗΤΗΣΙΣ ΔΙΑ ΤΑ ΕΡΓΑΤΙΚΑ ΖΗΤΗΜΑΤΑ bbox=[660, 67, 845, 95]
ad-tsitsiklis bbox=[1115, 1289, 1285, 1329]
swimming-paragraph: ώπως λεμβοδρομίαι διοργανωθείσης υπό της Πολιτικής Ναυτικής Ενώσεως της Ιταλίας. Είς τους αγώνας τούτους έλαβον μέρος αθληταί και άλλα κράτη. bbox=[443, 113, 639, 162]
ad-papadimas-addr2: ΒΕΝΙΖΕΛΟΥ 26, ΘΕΣ/ΝΙΚΗ bbox=[48, 1232, 195, 1244]
news-item-text: Αγνωστοι διαρρήξαντες το κατάστημα του Μ. Μουσαφίρ αφήρεσαν διάφορα είδη. bbox=[1298, 745, 1584, 770]
declaration2-paragraph: Ο Πρόεδρος της Διακατοχικής Επιτροπής καλεί τους ενδιαφερομένους όπως προσέλθωσιν την 29ην Αυγούστου. bbox=[443, 1073, 639, 1122]
rate-label: Ν. Υόρκης bbox=[18, 813, 67, 825]
declaration2-headline: ΔΙΑΚΗΡΥΞΙΣ bbox=[496, 1035, 587, 1053]
economic-title: ΟΙΚΟΝΟΜ. ΔΕΛΤΙΟΝ bbox=[38, 234, 205, 254]
refugee-banner: ΠΡΟΦΥΛΑΚΗ ΖΩΗ bbox=[872, 42, 1191, 75]
names-paragraph: Παλαιών Φωκών Ε. Ε. Σμύρνης: Αλέκος Ανδρέου, Βαφειάδης, Δημητρίου, Διαμαντίδης, Γεωργίου Ευσταθίου, Δέσποινα και Ισαάκ. bbox=[1079, 384, 1285, 432]
ad-stratis-name: ΕΥΑΓΓΕΛΟΣ ΣΤΡΑΤΗΣ bbox=[1362, 871, 1520, 889]
ad-school-director: ΓΕΝΙΚΗ ΔΙΕΥΘΥΝΤΡΙΑ: ΣΤΑΜ. ΠΑΤΡΙΚΙΟΥ-ΒΑΛΑΓΙΑΝΝΗ bbox=[67, 1896, 363, 1908]
news-item-heading: ΑΠΗΛΘΕΝ bbox=[1411, 773, 1471, 788]
rate-value: 0.57 bbox=[202, 813, 225, 825]
sports-banner: ΑΘΛΗΤΙΣΜΟΣ bbox=[250, 38, 494, 71]
news-item-text: Η χθεσινή συνεδρίασις του Δημοτικού Συμβουλίου, κατά την οποίαν επρόκειτο να συνεχισθή η συζήτησις του ζητήματος, ανεβλήθη λόγω ελλείψεως απαρτίας. bbox=[1298, 103, 1584, 139]
ad-zourari-text: Ριζική θεραπεία βλεννόρροιας και συφιλίδος. Δέχεται καθ' εκάστην 10–12 π. μ. και 4–8 μ. μ. bbox=[1091, 899, 1274, 933]
ad-school-item: Δ'. Σχολείον Οικιακής Θηλέων Γενικής μορφώσεως και ξένων γλωσσών. bbox=[24, 1978, 318, 2008]
ad-damianidis-role: Μαιευτήρ – Γυναικολόγος bbox=[1136, 1255, 1264, 1267]
ad-damianidis-text: Επισκέψεις 8–10 1/2 π. μ. και 1 – bbox=[1118, 1267, 1281, 1279]
exchange-paragraph: ΛΟΝΔΙΝΟΝ. – Σάχαρις λευκή κουλουβαρίτις τρέχοντος Αυγούστου αί 112 μηνός Αυγούστου 10 1/2 12. Δεκεμβρ. 10 1/2 12, Μάρτιος 11 10 3/4. bbox=[16, 524, 227, 573]
rate-value: 18.47 bbox=[196, 879, 225, 891]
ad-school-director-sub: (ΚΑΘΗΓΗΤΡΙΑ ΦΙΛΟΛΟΓΙΑΣ) bbox=[147, 1908, 283, 1918]
swimming-paragraph: Αποτελέσματα: Τον πρώτον βέβαιον διέθλωσαν 1) Μονάχου, 2) Ζάγκρεμπ. Είς την 100 μ. ελεύθερον διεκρίθη ο Ιταλός Περέντι. bbox=[240, 660, 436, 709]
news-item-text: Ο έμπορος καπνών Βασ. Αλλαλούφ εφέρε εις τας αγοράς της πόλεως ημών δύο χιλιάδας καρκίνους προς πώλησιν. bbox=[1298, 351, 1584, 387]
coop-paragraph: Η Επιτροπή του Συνεταιρισμού διαμαρτύρεται διά τας ψευδείς ειδήσεις και καλεί τους συνεταίρους εις γενικήν συνέλευσιν. bbox=[866, 184, 1072, 233]
names-paragraph: Κωνστάντη Παλαιών Φωκών Ε. Ε. Σμύρνης, Αγγελίνα Κ. Κωνσταντινίδου, Καλαθάκη Ελένη, Αρχάγγελου Σπυρίδων. bbox=[866, 339, 1072, 375]
table-row bbox=[16, 824, 227, 835]
compensation-paragraph: 21 Αυγούστου 1929. Αρβανίτης Κωνσταντίνος, Θεσσαλονίκη. bbox=[652, 592, 853, 616]
swimming-paragraph: Είς τους πρωτοπάλαιστρας ήσαν οι Ξυδάκης, Κοντός, Άρεως και πλείστων κολυμβητών Φαλήρου, Πειραιώς. bbox=[240, 178, 436, 214]
news-item-text: Μετετέθη εκ της Θεσσαλονίκης ο ενωμοτάρχης Δ. Χ. Μ. Καλογεράκης εις την Κοζάνην. bbox=[1298, 497, 1584, 521]
compensation-paragraph: Καλούνται όπως διά της 11ης πρωτοβαθμίου επιτροπής εμφανισθώσιν την 21 Αυγούστου 1929 οι κάτωθι δικαιούχοι. bbox=[652, 540, 853, 588]
afylos-paragraph: Ο Πρόεδρος, Τα Μέλη: Α. Βουγιούκα, Ι. Καφαντάρης, Μ. Μπουροπούλου, Π. Σουγγιάρης, Γ. Μανωλόπουλος. bbox=[652, 958, 853, 995]
coop-paragraph: Είς απάντησιν τηλεγραφήματος του κ. Π. Λεβαντή, διά του Οικοδομικού Συνεταιρισμού Δέρκων, η Επιτροπή του Συνεταιρισμού Δέρκων μας αποστέλλει την επομένην επιστολήν. bbox=[866, 119, 1072, 180]
ad-petridis bbox=[1115, 1065, 1285, 1143]
ad-chrysanthou-name: Π. ΧΡΥΣΑΝΘΟΥ bbox=[696, 1231, 809, 1249]
ad-machina-name: ΦΙΛΟΚΤΗΜΩΝ ΜΙΧΑΗΛ bbox=[1127, 1154, 1272, 1170]
ad-anthomelidis-hours: Δέχεται εις το ιατρείον αυτού, οδός Εγνατίας αριθ. 98 bbox=[941, 1010, 1210, 1022]
swimming-subhead: Η ΔΙΕΘΝΗΣ ΚΟΛΥΜΒΗΤΙΚΗ ΚΙΝΗΣΙΣ bbox=[336, 96, 543, 111]
saint-day: Θαδαίου του αποστόλου bbox=[67, 138, 176, 149]
news-item-text: Το Υπουργείον των Ναυτικών εγνωστοποίησεν ότι αί εξετάσεις διά την λήψιν διπλώματος μηχανικού θα γίνωσι εντός του μηνός. bbox=[1298, 160, 1584, 196]
feast-subhead: Ιερού Ναού Παναγίας Φανερωμένης bbox=[1099, 706, 1266, 717]
rate-value: 14.89 bbox=[83, 846, 112, 858]
ad-anthomelidis-pharm2: Ταχεία και ριζική θεραπεία. Επισκέψεις 8–1 και 4–8 μ. μ. bbox=[935, 1041, 1216, 1053]
